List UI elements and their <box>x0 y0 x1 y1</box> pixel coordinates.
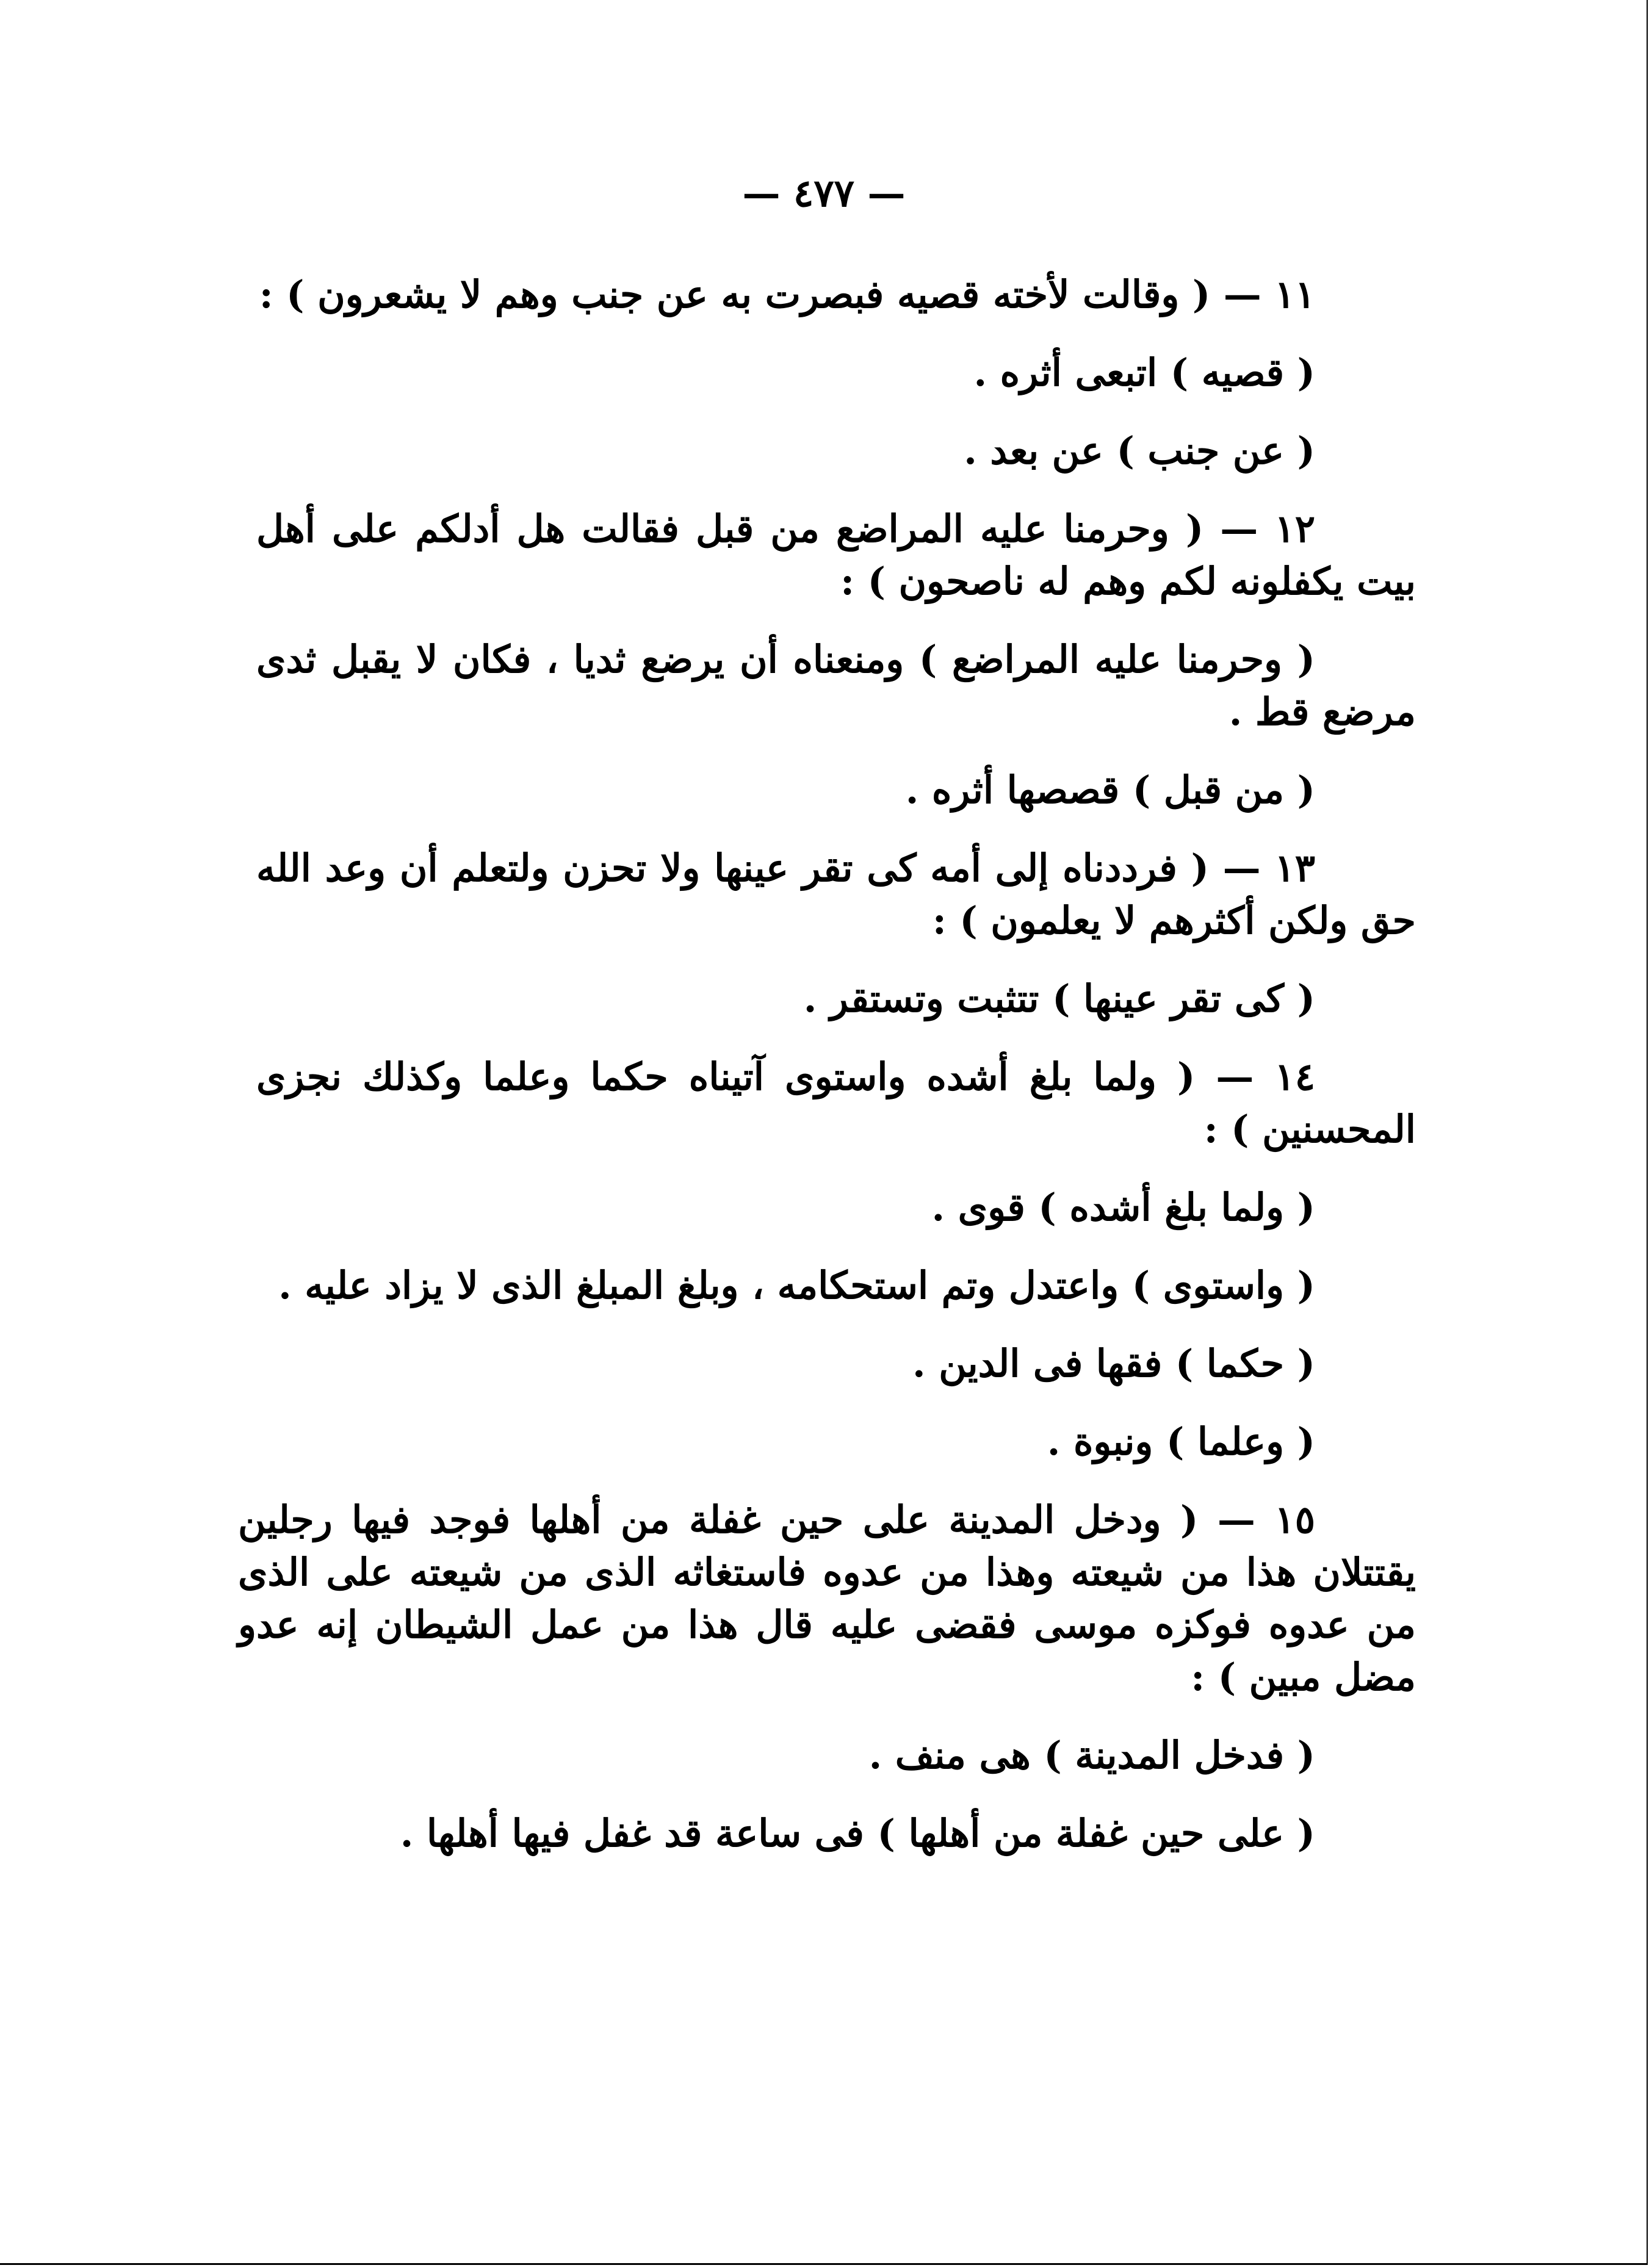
verse-12: ١٢ — ( وحرمنا عليه المراضع من قبل فقالت هل أدلكم على أهل بيت يكفلونه لكم وهم له ناصحون ) : <box>256 506 1416 603</box>
gloss-istawa: ( واستوى ) واعتدل وتم استحكامه ، وبلغ المبلغ الذى لا يزاد عليه . <box>278 1263 1315 1308</box>
gloss-min-qabl: ( من قبل ) قصصها أثره . <box>905 768 1315 812</box>
page-number: — ٤٧٧ — <box>742 171 906 215</box>
gloss-taqarra-ayniha: ( كى تقر عينها ) تتثبت وتستقر . <box>803 976 1315 1021</box>
gloss-hukman: ( حكما ) فقها فى الدين . <box>912 1341 1315 1386</box>
gloss-an-junub: ( عن جنب ) عن بعد . <box>964 428 1315 473</box>
gloss-al-madina: ( فدخل المدينة ) هى منف . <box>868 1733 1315 1777</box>
page-body <box>238 268 1416 1885</box>
gloss-balagha-ashuddah: ( ولما بلغ أشده ) قوى . <box>931 1185 1315 1229</box>
verse-13: ١٣ — ( فرددناه إلى أمه كى تقر عينها ولا تحزن ولتعلم أن وعد الله حق ولكن أكثرهم لا يعلمون ) : <box>256 846 1416 943</box>
verse-14: ١٤ — ( ولما بلغ أشده واستوى آتيناه حكما وعلما وكذلك نجزى المحسنين ) : <box>256 1054 1416 1151</box>
gloss-qussihi: ( قصيه ) اتبعى أثره . <box>973 350 1315 395</box>
gloss-ilman: ( وعلما ) ونبوة . <box>1047 1419 1315 1464</box>
gloss-harramna: ( وحرمنا عليه المراضع ) ومنعناه أن يرضع ثديا ، فكان لا يقبل ثدى مرضع قط . <box>256 637 1416 734</box>
verse-11: ١١ — ( وقالت لأخته قصيه فبصرت به عن جنب وهم لا يشعرون ) : <box>259 272 1315 317</box>
verse-15: ١٥ — ( ودخل المدينة على حين غفلة من أهلها فوجد فيها رجلين يقتتلان هذا من شيعته وهذا من عدوه فاستغاثه الذى من شيعته على الذى من عدوه فوكزه موسى فقضى عليه قال هذا من عمل الشيطان إنه عدو مضل مبين ) : <box>238 1497 1416 1699</box>
gloss-hin-ghafla: ( على حين غفلة من أهلها ) فى ساعة قد غفل فيها أهلها . <box>400 1811 1315 1856</box>
